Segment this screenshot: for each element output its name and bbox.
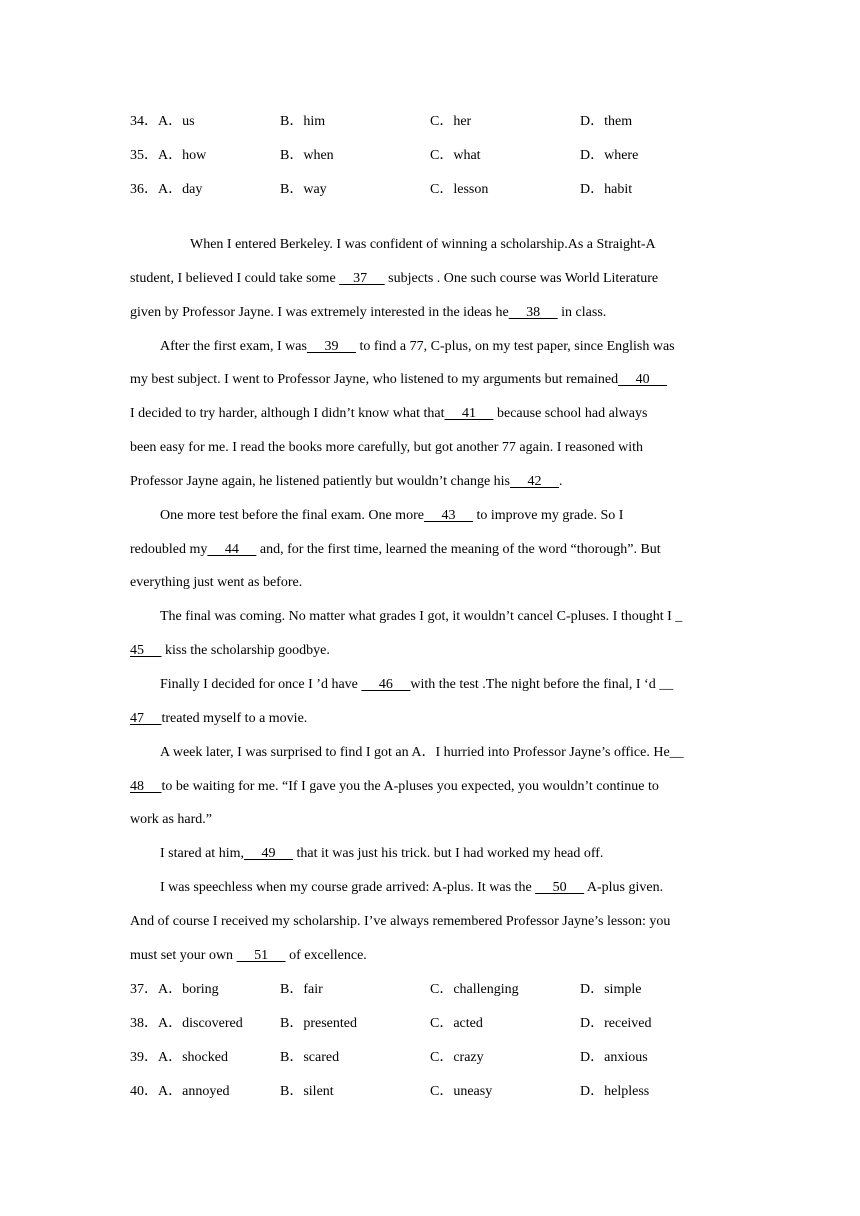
question-38 xyxy=(130,1014,740,1034)
option-text: A．day xyxy=(158,182,203,197)
question-36-option-c: C．lesson xyxy=(430,182,489,197)
option-text: A．discovered xyxy=(158,1016,243,1031)
question-38-option-b: B．presented xyxy=(280,1016,357,1031)
question-number: 40． xyxy=(130,1084,158,1099)
passage-line xyxy=(130,946,735,980)
passage-text: When I entered Berkeley. I was confident of winning a scholarship.As a Straight-A xyxy=(190,237,656,252)
question-37 xyxy=(130,980,740,1000)
passage-line xyxy=(130,810,735,844)
blank-51: 51 xyxy=(236,947,286,963)
blank-45-start: _ xyxy=(675,609,683,625)
passage-text: work as hard.” xyxy=(130,812,213,828)
question-35-option-a xyxy=(130,146,206,166)
blank-43: 43 xyxy=(423,507,473,523)
option-text: A．boring xyxy=(158,982,219,997)
blank-45: 45 xyxy=(130,643,162,659)
passage-text: kiss the scholarship goodbye. xyxy=(161,643,330,659)
passage-text: of excellence. xyxy=(285,947,367,963)
passage-line xyxy=(130,235,735,269)
question-40-option-d: D．helpless xyxy=(580,1084,650,1099)
blank-47-start: __ xyxy=(659,676,674,692)
passage-line xyxy=(130,438,735,472)
passage-text: everything just went as before. xyxy=(130,575,303,591)
passage-text: to improve my grade. So I xyxy=(472,507,624,523)
question-36 xyxy=(130,180,740,200)
passage-line xyxy=(130,743,735,777)
passage-text: I was speechless when my course grade arrived: A-plus. It was the xyxy=(160,880,536,896)
question-34-option-a xyxy=(130,112,195,132)
passage-text: Finally I decided for once I ’d have xyxy=(160,676,362,692)
passage-text: A week later, I was surprised to find I got an A．I hurried into Professor Jayne’s office. He xyxy=(160,744,670,760)
cloze-passage xyxy=(130,235,735,980)
passage-line xyxy=(130,777,735,811)
question-39-option-c: C．crazy xyxy=(430,1050,484,1065)
question-number: 35． xyxy=(130,148,158,163)
blank-41: 41 xyxy=(444,406,494,422)
question-34-option-b: B．him xyxy=(280,114,326,129)
question-number: 39． xyxy=(130,1050,158,1065)
passage-text: subjects . One such course was World Literature xyxy=(384,270,659,286)
question-34-option-d: D．them xyxy=(580,114,633,129)
passage-line xyxy=(130,675,735,709)
question-36-option-b: B．way xyxy=(280,182,327,197)
passage-text: my best subject. I went to Professor Jayne, who listened to my arguments but remained xyxy=(130,372,619,388)
passage-text: And of course I received my scholarship. I’ve always remembered Professor Jayne’s lesson: you xyxy=(130,913,671,929)
question-35-option-c: C．what xyxy=(430,148,481,163)
blank-37: 37 xyxy=(339,270,385,286)
passage-text: treated myself to a movie. xyxy=(161,710,308,726)
passage-line xyxy=(130,370,735,404)
passage-text: After the first exam, I was xyxy=(160,338,307,354)
blank-42: 42 xyxy=(510,473,559,489)
passage-text: student, I believed I could take some xyxy=(130,270,340,286)
blank-40: 40 xyxy=(618,372,668,388)
question-39-option-b: B．scared xyxy=(280,1050,340,1065)
passage-text: in class. xyxy=(557,304,607,320)
question-39 xyxy=(130,1048,740,1068)
passage-text: must set your own xyxy=(130,947,237,963)
passage-line xyxy=(130,709,735,743)
question-36-option-d: D．habit xyxy=(580,182,633,197)
blank-46: 46 xyxy=(361,676,411,692)
blank-50: 50 xyxy=(535,880,585,896)
question-40-option-b: B．silent xyxy=(280,1084,334,1099)
passage-line xyxy=(130,472,735,506)
passage-line xyxy=(130,506,735,540)
passage-text: to find a 77, C-plus, on my test paper, since English was xyxy=(355,338,675,354)
passage-text: redoubled my xyxy=(130,541,208,557)
question-40-option-a xyxy=(130,1082,230,1102)
blank-44: 44 xyxy=(207,541,257,557)
question-39-option-d: D．anxious xyxy=(580,1050,648,1065)
question-number: 38． xyxy=(130,1016,158,1031)
question-35-option-d: D．where xyxy=(580,148,639,163)
question-38-option-a xyxy=(130,1014,243,1034)
question-39-option-a xyxy=(130,1048,228,1068)
question-38-option-d: D．received xyxy=(580,1016,652,1031)
blank-48: 48 xyxy=(130,778,162,794)
passage-text: because school had always xyxy=(493,406,648,422)
option-text: A．us xyxy=(158,114,195,129)
passage-text: Professor Jayne again, he listened patiently but wouldn’t change his xyxy=(130,473,510,489)
passage-line xyxy=(130,337,735,371)
passage-line xyxy=(130,641,735,675)
passage-line xyxy=(130,844,735,878)
question-37-option-a xyxy=(130,980,219,1000)
passage-text: to be waiting for me. “If I gave you the A-pluses you expected, you wouldn’t continue to xyxy=(161,778,659,794)
option-text: A．how xyxy=(158,148,207,163)
blank-47: 47 xyxy=(130,710,162,726)
passage-text: The final was coming. No matter what grades I got, it wouldn’t cancel C-pluses. I thought I xyxy=(160,609,676,625)
passage-text: I stared at him, xyxy=(160,846,244,862)
option-text: A．annoyed xyxy=(158,1084,230,1099)
passage-line xyxy=(130,540,735,574)
passage-text: . xyxy=(559,473,563,489)
passage-line xyxy=(130,404,735,438)
option-text: A．shocked xyxy=(158,1050,228,1065)
blank-48-start: __ xyxy=(669,744,684,760)
passage-line xyxy=(130,912,735,946)
question-38-option-c: C．acted xyxy=(430,1016,483,1031)
passage-line xyxy=(130,269,735,303)
passage-text: One more test before the final exam. One more xyxy=(160,507,424,523)
question-40 xyxy=(130,1082,740,1102)
blank-39: 39 xyxy=(306,338,356,354)
passage-line xyxy=(130,303,735,337)
question-37-option-c: C．challenging xyxy=(430,982,519,997)
passage-text: that it was just his trick. but I had worked my head off. xyxy=(292,846,604,862)
passage-text: given by Professor Jayne. I was extremely interested in the ideas he xyxy=(130,304,509,320)
passage-line xyxy=(130,573,735,607)
question-number: 34． xyxy=(130,114,158,129)
passage-text: with the test .The night before the final, I ‘d xyxy=(410,676,660,692)
question-35 xyxy=(130,146,740,166)
question-34-option-c: C．her xyxy=(430,114,472,129)
passage-text: A-plus given. xyxy=(584,880,664,896)
passage-text: and, for the first time, learned the meaning of the word “thorough”. But xyxy=(256,541,661,557)
question-36-option-a xyxy=(130,180,202,200)
question-37-option-d: D．simple xyxy=(580,982,642,997)
passage-line xyxy=(130,878,735,912)
question-34 xyxy=(130,112,740,132)
passage-text: I decided to try harder, although I didn’t know what that xyxy=(130,406,445,422)
blank-49: 49 xyxy=(243,846,293,862)
blank-38: 38 xyxy=(508,304,558,320)
question-40-option-c: C．uneasy xyxy=(430,1084,493,1099)
question-35-option-b: B．when xyxy=(280,148,334,163)
question-number: 36． xyxy=(130,182,158,197)
question-number: 37． xyxy=(130,982,158,997)
question-37-option-b: B．fair xyxy=(280,982,323,997)
passage-line xyxy=(130,607,735,641)
passage-text: been easy for me. I read the books more carefully, but got another 77 again. I reasoned with xyxy=(130,440,644,456)
